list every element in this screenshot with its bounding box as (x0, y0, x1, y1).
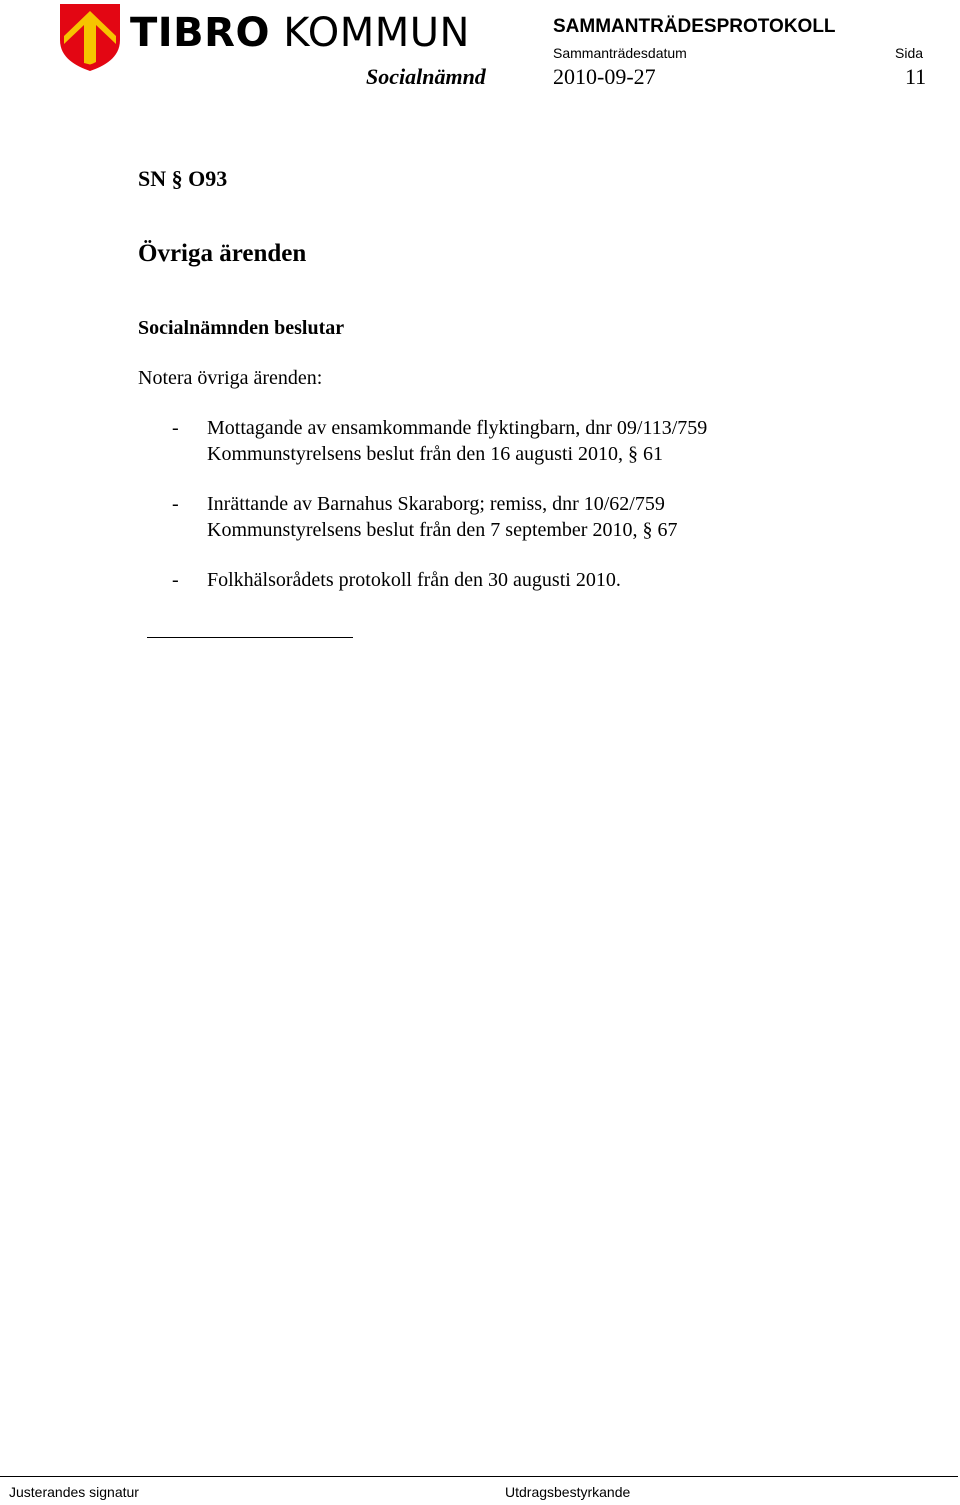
meeting-date-label: Sammanträdesdatum (553, 45, 687, 61)
list-item-line: Folkhälsorådets protokoll från den 30 augusti 2010. (207, 569, 621, 591)
list-item-line: Kommunstyrelsens beslut från den 16 augusti 2010, § 61 (207, 443, 664, 465)
document-type: SAMMANTRÄDESPROTOKOLL (553, 16, 836, 37)
list-dash: - (172, 493, 179, 515)
wordmark-bold: TIBRO (130, 10, 270, 56)
signature-label: Justerandes signatur (9, 1484, 139, 1500)
page-title: Övriga ärenden (138, 240, 307, 267)
list-dash: - (172, 569, 179, 591)
intro-text: Notera övriga ärenden: (138, 367, 323, 389)
meeting-date: 2010-09-27 (553, 64, 656, 89)
certification-label: Utdragsbestyrkande (505, 1484, 631, 1500)
municipality-wordmark (130, 8, 470, 58)
decision-heading: Socialnämnden beslutar (138, 317, 345, 339)
wordmark-light: KOMMUN (283, 10, 470, 56)
list-dash: - (172, 417, 179, 439)
board-name: Socialnämnd (366, 64, 486, 89)
footer-divider (0, 1476, 958, 1477)
page-number: 11 (905, 64, 927, 89)
section-end-divider (147, 637, 353, 638)
list-item-line: Mottagande av ensamkommande flyktingbarn, dnr 09/113/759 (207, 417, 708, 439)
municipality-coat-of-arms-icon (58, 2, 122, 77)
list-item-line: Inrättande av Barnahus Skaraborg; remiss, dnr 10/62/759 (207, 493, 665, 515)
list-item-line: Kommunstyrelsens beslut från den 7 september 2010, § 67 (207, 519, 678, 541)
page-label: Sida (895, 45, 924, 61)
paragraph-id: SN § O93 (138, 166, 228, 191)
